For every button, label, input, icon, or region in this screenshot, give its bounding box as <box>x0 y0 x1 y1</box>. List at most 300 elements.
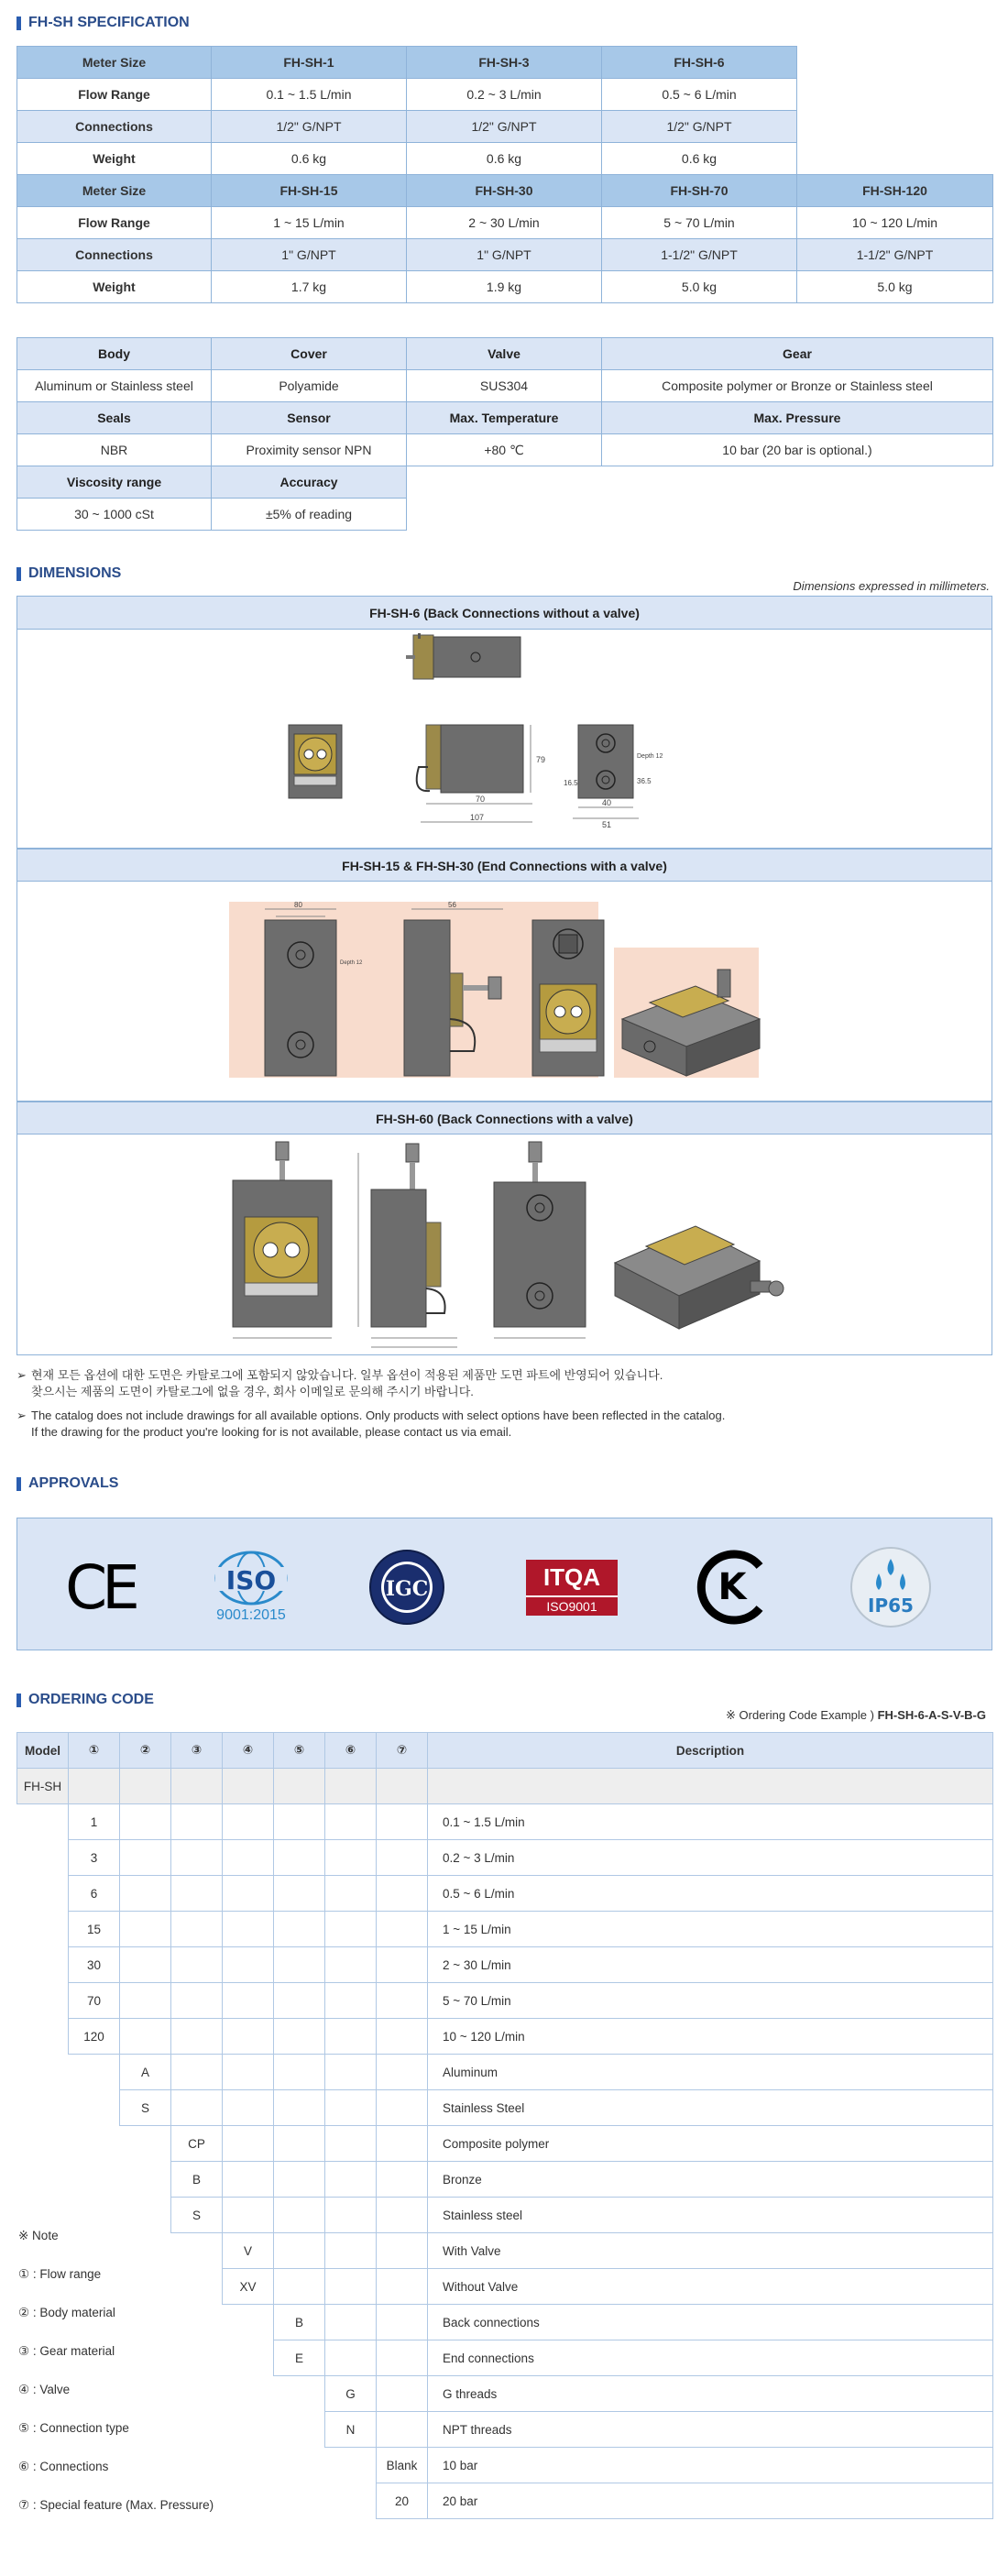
itqa-sub-text: ISO9001 <box>526 1595 618 1616</box>
ordering-header-cell: ⑤ <box>274 1733 325 1769</box>
spec-value-cell: 1-1/2" G/NPT <box>797 239 993 271</box>
remark-text: If the drawing for the product you're looking for is not available, please contact us via email. <box>31 1425 512 1439</box>
ordering-code-cell: 3 <box>69 1840 120 1876</box>
ordering-empty-cell <box>223 1840 274 1876</box>
spec-value-cell: 1" G/NPT <box>407 239 602 271</box>
end-view <box>532 920 604 1076</box>
materials-value-row <box>17 370 993 402</box>
dim-label: 80 <box>294 901 302 909</box>
ordering-description-cell: 0.2 ~ 3 L/min <box>428 1840 993 1876</box>
materials-header-cell: Viscosity range <box>17 466 212 499</box>
ordering-code-cell: 120 <box>69 2019 120 2055</box>
ce-logo-icon <box>59 1546 141 1628</box>
dim-label: 16.5 <box>564 779 578 787</box>
ordering-empty-cell <box>17 2090 69 2126</box>
ordering-code-cell: A <box>120 2055 171 2090</box>
ordering-empty-cell <box>274 1983 325 2019</box>
ordering-empty-cell <box>274 2090 325 2126</box>
ordering-empty-cell <box>223 2412 274 2448</box>
dimension-box-fh-sh-15-30 <box>16 849 992 1102</box>
ordering-empty-cell <box>17 1947 69 1983</box>
ordering-empty-cell <box>325 2448 377 2483</box>
ordering-code-cell: 6 <box>69 1876 120 1912</box>
ordering-empty-cell <box>17 1983 69 2019</box>
ordering-empty-cell <box>274 2019 325 2055</box>
ordering-empty-cell <box>377 1769 428 1804</box>
spec-title-text: FH-SH SPECIFICATION <box>28 15 190 30</box>
materials-header-cell: Max. Pressure <box>602 402 993 434</box>
materials-table <box>16 337 993 531</box>
materials-header-cell: Gear <box>602 338 993 370</box>
ordering-empty-cell <box>325 2233 377 2269</box>
ordering-note-item: ※ Note <box>18 2229 59 2242</box>
ordering-model-cell: FH-SH <box>17 1769 69 1804</box>
fh-sh-15-30-drawing <box>17 882 992 1100</box>
remark-text: 찾으시는 제품의 도면이 카탈로그에 없을 경우, 회사 이메일로 문의해 주시기 바랍니다. <box>31 1385 474 1398</box>
approvals-section-title <box>16 1475 118 1492</box>
front-view <box>289 725 342 798</box>
ce-mark: CE <box>65 1551 135 1623</box>
spec-value-cell: 0.6 kg <box>407 143 602 175</box>
approvals-panel <box>16 1518 992 1650</box>
ordering-empty-cell <box>377 2019 428 2055</box>
ordering-empty-cell <box>69 2055 120 2090</box>
ordering-empty-cell <box>120 2162 171 2198</box>
spec2-header-cell: FH-SH-120 <box>797 175 993 207</box>
spec-value-cell: 1.9 kg <box>407 271 602 303</box>
ordering-empty-cell <box>377 2126 428 2162</box>
ordering-empty-cell <box>274 1876 325 1912</box>
spec1-row <box>17 143 993 175</box>
materials-value-cell: SUS304 <box>407 370 602 402</box>
ordering-description-cell: 20 bar <box>428 2483 993 2519</box>
ordering-empty-cell <box>325 1983 377 2019</box>
materials-header-cell: Valve <box>407 338 602 370</box>
dim-label: 51 <box>602 820 612 829</box>
table-row <box>17 1947 993 1983</box>
section-marker <box>16 16 21 30</box>
table-row <box>17 1983 993 2019</box>
ordering-header-cell: ⑦ <box>377 1733 428 1769</box>
ordering-header-cell: ④ <box>223 1733 274 1769</box>
spec2-header-cell: FH-SH-15 <box>212 175 407 207</box>
blank-cell <box>797 111 993 143</box>
ordering-description-cell: Aluminum <box>428 2055 993 2090</box>
ordering-empty-cell <box>325 1876 377 1912</box>
ordering-empty-cell <box>223 2055 274 2090</box>
ordering-section-title <box>16 1692 154 1708</box>
blank-cell <box>602 499 993 531</box>
ordering-empty-cell <box>223 1804 274 1840</box>
ordering-empty-cell <box>223 2126 274 2162</box>
ip65-badge-icon <box>849 1546 932 1628</box>
ordering-code-cell: S <box>120 2090 171 2126</box>
ordering-empty-cell <box>325 1840 377 1876</box>
kc-logo-icon <box>694 1546 776 1628</box>
spec-section-title <box>16 15 190 31</box>
ordering-description-cell: Stainless Steel <box>428 2090 993 2126</box>
ordering-empty-cell <box>325 2055 377 2090</box>
ordering-empty-cell <box>120 1840 171 1876</box>
ordering-empty-cell <box>223 2198 274 2233</box>
ordering-empty-cell <box>120 1947 171 1983</box>
ordering-note-item: ⑤ : Connection type <box>18 2421 129 2435</box>
ordering-empty-cell <box>325 2340 377 2376</box>
ordering-empty-cell <box>223 2090 274 2126</box>
iso-year-text: 9001:2015 <box>216 1607 286 1623</box>
ordering-code-cell: E <box>274 2340 325 2376</box>
dim-label: 70 <box>476 795 486 804</box>
ordering-empty-cell <box>171 1769 223 1804</box>
ordering-code-cell: XV <box>223 2269 274 2305</box>
materials-value-row <box>17 434 993 466</box>
ordering-empty-cell <box>120 1912 171 1947</box>
ordering-empty-cell <box>274 2055 325 2090</box>
ordering-empty-cell <box>274 2483 325 2519</box>
front-view <box>233 1142 332 1338</box>
table-row <box>17 2126 993 2162</box>
ordering-description-cell: 2 ~ 30 L/min <box>428 1947 993 1983</box>
ordering-empty-cell <box>377 2305 428 2340</box>
ordering-empty-cell <box>377 2233 428 2269</box>
spec-value-cell: 0.2 ~ 3 L/min <box>407 79 602 111</box>
iso-globe-icon <box>210 1551 292 1607</box>
spec-value-cell: 0.6 kg <box>602 143 797 175</box>
ordering-empty-cell <box>17 2055 69 2090</box>
table-row <box>17 1840 993 1876</box>
itqa-text: ITQA <box>526 1560 618 1595</box>
spec1-header-row <box>17 47 993 79</box>
spec2-header-cell: Meter Size <box>17 175 212 207</box>
ordering-empty-cell <box>377 2198 428 2233</box>
ordering-empty-cell <box>325 2090 377 2126</box>
materials-value-cell: +80 ℃ <box>407 434 602 466</box>
blank-cell <box>407 466 602 499</box>
kc-mark-icon <box>696 1548 774 1627</box>
ordering-header-cell: Model <box>17 1733 69 1769</box>
materials-header-cell: Body <box>17 338 212 370</box>
spec-table <box>16 46 993 303</box>
back-view <box>564 725 663 829</box>
ordering-description-cell: Bronze <box>428 2162 993 2198</box>
ordering-code-cell: B <box>171 2162 223 2198</box>
ordering-description-cell: 10 bar <box>428 2448 993 2483</box>
ordering-note-item: ③ : Gear material <box>18 2344 115 2358</box>
materials-header-row <box>17 466 993 499</box>
back-view <box>494 1142 586 1338</box>
ordering-empty-cell <box>171 2090 223 2126</box>
ordering-empty-cell <box>223 2305 274 2340</box>
ip65-text: IP65 <box>868 1595 914 1617</box>
ordering-empty-cell <box>223 1983 274 2019</box>
ordering-empty-cell <box>69 2090 120 2126</box>
table-row <box>17 2055 993 2090</box>
materials-value-cell: ±5% of reading <box>212 499 407 531</box>
ip65-logo-icon <box>849 1546 932 1628</box>
ordering-code-cell: B <box>274 2305 325 2340</box>
ordering-empty-cell <box>17 1840 69 1876</box>
ordering-empty-cell <box>223 2376 274 2412</box>
spec1-header-cell: FH-SH-3 <box>407 47 602 79</box>
spec-value-cell: 10 ~ 120 L/min <box>797 207 993 239</box>
spec-value-cell: 1.7 kg <box>212 271 407 303</box>
ordering-empty-cell <box>377 1947 428 1983</box>
ordering-empty-cell <box>274 2376 325 2412</box>
ordering-empty-cell <box>377 2090 428 2126</box>
ordering-empty-cell <box>120 1876 171 1912</box>
ordering-empty-cell <box>17 1804 69 1840</box>
igc-text: IGC <box>385 1577 429 1601</box>
spec1-header-cell: Meter Size <box>17 47 212 79</box>
ordering-model-row <box>17 1769 993 1804</box>
ordering-description-cell: 5 ~ 70 L/min <box>428 1983 993 2019</box>
ordering-header-cell: Description <box>428 1733 993 1769</box>
ordering-code-cell: V <box>223 2233 274 2269</box>
igc-seal-icon <box>367 1548 446 1627</box>
dim-label: 56 <box>448 901 456 909</box>
ordering-empty-cell <box>325 2198 377 2233</box>
spec-label-cell: Connections <box>17 239 212 271</box>
table-row <box>17 2019 993 2055</box>
materials-header-row <box>17 402 993 434</box>
ordering-empty-cell <box>325 1947 377 1983</box>
ordering-description-cell: G threads <box>428 2376 993 2412</box>
ordering-empty-cell <box>223 1912 274 1947</box>
materials-value-cell: Polyamide <box>212 370 407 402</box>
ordering-empty-cell <box>325 2162 377 2198</box>
ordering-description-cell: With Valve <box>428 2233 993 2269</box>
ordering-empty-cell <box>377 2269 428 2305</box>
ordering-empty-cell <box>274 2233 325 2269</box>
ordering-empty-cell <box>274 2198 325 2233</box>
ordering-description-cell: Without Valve <box>428 2269 993 2305</box>
spec2-header-row <box>17 175 993 207</box>
ordering-empty-cell <box>377 1876 428 1912</box>
dim-label: 40 <box>602 798 612 807</box>
spec-value-cell: 1/2" G/NPT <box>602 111 797 143</box>
ordering-empty-cell <box>377 1840 428 1876</box>
dimensions-unit-note: Dimensions expressed in millimeters. <box>793 579 990 593</box>
spec-value-cell: 0.5 ~ 6 L/min <box>602 79 797 111</box>
ordering-empty-cell <box>428 1769 993 1804</box>
ordering-empty-cell <box>69 1769 120 1804</box>
kc-text: K <box>718 1566 747 1608</box>
dimension-box-title: FH-SH-60 (Back Connections with a valve) <box>17 1102 992 1135</box>
ordering-empty-cell <box>120 2019 171 2055</box>
spec2-row <box>17 271 993 303</box>
ordering-empty-cell <box>17 2126 69 2162</box>
spec-value-cell: 5.0 kg <box>602 271 797 303</box>
spec2-row <box>17 239 993 271</box>
ordering-empty-cell <box>171 1983 223 2019</box>
ordering-empty-cell <box>274 2126 325 2162</box>
ordering-note-item: ② : Body material <box>18 2306 115 2319</box>
materials-header-row <box>17 338 993 370</box>
spec-value-cell: 5.0 kg <box>797 271 993 303</box>
ordering-empty-cell <box>325 2126 377 2162</box>
ordering-empty-cell <box>274 1912 325 1947</box>
ordering-empty-cell <box>274 1769 325 1804</box>
ordering-empty-cell <box>377 2376 428 2412</box>
section-marker <box>16 1694 21 1707</box>
ordering-description-cell: Stainless steel <box>428 2198 993 2233</box>
spec-value-cell: 2 ~ 30 L/min <box>407 207 602 239</box>
spec1-header-cell: FH-SH-1 <box>212 47 407 79</box>
ordering-empty-cell <box>325 1912 377 1947</box>
ordering-description-cell: 0.5 ~ 6 L/min <box>428 1876 993 1912</box>
dim-label: Depth 12 <box>340 960 363 966</box>
spec2-header-cell: FH-SH-30 <box>407 175 602 207</box>
ordering-empty-cell <box>17 2162 69 2198</box>
materials-header-cell: Accuracy <box>212 466 407 499</box>
blank-cell <box>797 79 993 111</box>
ordering-empty-cell <box>69 2162 120 2198</box>
ordering-empty-cell <box>120 1769 171 1804</box>
dimensions-section-title <box>16 565 121 582</box>
ordering-code-cell: G <box>325 2376 377 2412</box>
section-marker <box>16 567 21 581</box>
blank-cell <box>797 143 993 175</box>
materials-value-cell: Composite polymer or Bronze or Stainless steel <box>602 370 993 402</box>
spec-value-cell: 5 ~ 70 L/min <box>602 207 797 239</box>
materials-header-cell: Cover <box>212 338 407 370</box>
ordering-description-cell: Back connections <box>428 2305 993 2340</box>
ordering-note-item: ① : Flow range <box>18 2267 102 2281</box>
ordering-empty-cell <box>223 1947 274 1983</box>
ordering-header-cell: ③ <box>171 1733 223 1769</box>
ordering-code-cell: 20 <box>377 2483 428 2519</box>
table-row <box>17 2090 993 2126</box>
ordering-empty-cell <box>171 1947 223 1983</box>
ordering-empty-cell <box>120 2126 171 2162</box>
ordering-description-cell: End connections <box>428 2340 993 2376</box>
ordering-example <box>726 1708 986 1723</box>
isometric-view <box>615 1226 783 1329</box>
spec-value-cell: 1" G/NPT <box>212 239 407 271</box>
ordering-empty-cell <box>274 2162 325 2198</box>
spec2-row <box>17 207 993 239</box>
spec-label-cell: Weight <box>17 271 212 303</box>
side-view <box>358 1144 457 1347</box>
remark-text: 현재 모든 옵션에 대한 도면은 카탈로그에 포함되지 않았습니다. 일부 옵션이 적용된 제품만 도면 파트에 반영되어 있습니다. <box>31 1368 663 1382</box>
ordering-empty-cell <box>17 1912 69 1947</box>
ordering-empty-cell <box>171 2019 223 2055</box>
spec1-row <box>17 111 993 143</box>
remark-text: The catalog does not include drawings for all available options. Only products with select options have been reflected in the catalog. <box>31 1409 726 1422</box>
ordering-empty-cell <box>377 2162 428 2198</box>
blank-cell <box>602 466 993 499</box>
ordering-empty-cell <box>377 1912 428 1947</box>
ordering-empty-cell <box>171 1804 223 1840</box>
ordering-empty-cell <box>325 2019 377 2055</box>
ordering-empty-cell <box>171 2055 223 2090</box>
materials-value-cell: 10 bar (20 bar is optional.) <box>602 434 993 466</box>
dim-label: 79 <box>536 755 546 764</box>
ordering-description-cell: NPT threads <box>428 2412 993 2448</box>
iso-text: ISO <box>225 1565 277 1595</box>
materials-value-cell: NBR <box>17 434 212 466</box>
blank-cell <box>797 47 993 79</box>
ordering-empty-cell <box>274 2448 325 2483</box>
ordering-code-cell: 70 <box>69 1983 120 2019</box>
ordering-empty-cell <box>223 2448 274 2483</box>
ordering-example-code: FH-SH-6-A-S-V-B-G <box>877 1708 986 1722</box>
ordering-empty-cell <box>325 1769 377 1804</box>
dimension-box-fh-sh-6 <box>16 596 992 849</box>
fh-sh-6-drawing <box>17 630 992 848</box>
ordering-empty-cell <box>69 2126 120 2162</box>
dimension-box-fh-sh-60 <box>16 1102 992 1355</box>
igc-logo-icon <box>366 1546 448 1628</box>
spec-value-cell: 1 ~ 15 L/min <box>212 207 407 239</box>
ordering-empty-cell <box>171 1912 223 1947</box>
iso-logo-icon <box>210 1546 292 1628</box>
ordering-note-item: ④ : Valve <box>18 2383 71 2396</box>
spec-value-cell: 0.6 kg <box>212 143 407 175</box>
ordering-empty-cell <box>377 2340 428 2376</box>
ordering-header-cell: ② <box>120 1733 171 1769</box>
materials-value-cell: Proximity sensor NPN <box>212 434 407 466</box>
ordering-empty-cell <box>223 2162 274 2198</box>
materials-value-cell: 30 ~ 1000 cSt <box>17 499 212 531</box>
ordering-empty-cell <box>274 1947 325 1983</box>
materials-value-row <box>17 499 993 531</box>
ordering-empty-cell <box>223 2340 274 2376</box>
spec2-header-cell: FH-SH-70 <box>602 175 797 207</box>
ordering-empty-cell <box>274 2412 325 2448</box>
ordering-code-cell: CP <box>171 2126 223 2162</box>
ordering-empty-cell <box>223 2483 274 2519</box>
arrow-icon: ➢ <box>16 1368 27 1382</box>
table-row <box>17 1804 993 1840</box>
ordering-code-cell: Blank <box>377 2448 428 2483</box>
ordering-header-cell: ① <box>69 1733 120 1769</box>
ordering-empty-cell <box>274 1804 325 1840</box>
ordering-empty-cell <box>274 1840 325 1876</box>
ordering-note-item: ⑦ : Special feature (Max. Pressure) <box>18 2498 214 2512</box>
ordering-description-cell: 10 ~ 120 L/min <box>428 2019 993 2055</box>
materials-header-cell: Sensor <box>212 402 407 434</box>
spec-label-cell: Connections <box>17 111 212 143</box>
table-row <box>17 2162 993 2198</box>
ordering-empty-cell <box>377 1983 428 2019</box>
materials-value-cell: Aluminum or Stainless steel <box>17 370 212 402</box>
ordering-empty-cell <box>325 2483 377 2519</box>
table-row <box>17 1876 993 1912</box>
isometric-view <box>614 948 760 1078</box>
ordering-empty-cell <box>17 1876 69 1912</box>
ordering-empty-cell <box>223 1876 274 1912</box>
ordering-empty-cell <box>17 2019 69 2055</box>
side-view <box>417 725 545 822</box>
ordering-code-cell: 30 <box>69 1947 120 1983</box>
ordering-empty-cell <box>171 1840 223 1876</box>
spec-value-cell: 1/2" G/NPT <box>407 111 602 143</box>
approvals-title-text: APPROVALS <box>28 1475 119 1491</box>
remark-korean <box>16 1367 663 1400</box>
itqa-logo-icon <box>526 1546 618 1628</box>
ordering-code-cell: 1 <box>69 1804 120 1840</box>
ordering-header-row <box>17 1733 993 1769</box>
ordering-description-cell: 0.1 ~ 1.5 L/min <box>428 1804 993 1840</box>
ordering-description-cell: 1 ~ 15 L/min <box>428 1912 993 1947</box>
dim-label: 36.5 <box>637 777 652 785</box>
spec-label-cell: Flow Range <box>17 79 212 111</box>
dim-label: Depth 12 <box>637 753 663 760</box>
ordering-empty-cell <box>377 2055 428 2090</box>
ordering-description-cell: Composite polymer <box>428 2126 993 2162</box>
materials-header-cell: Max. Temperature <box>407 402 602 434</box>
